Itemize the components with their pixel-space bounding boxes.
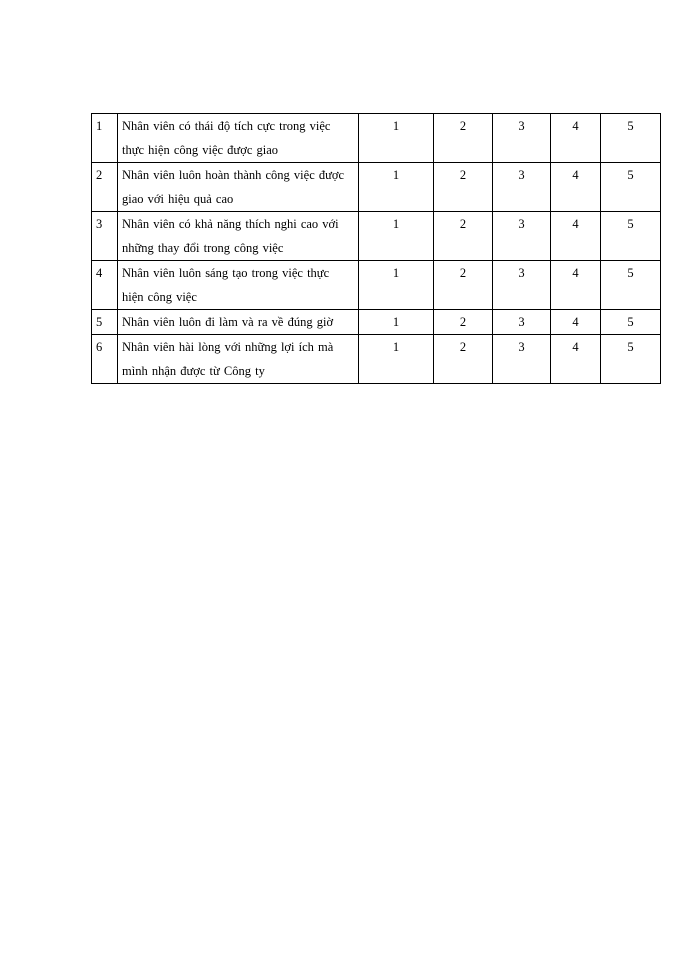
table-row [92, 212, 661, 261]
row-index: 4 [92, 261, 118, 310]
table-row [92, 335, 661, 384]
statement-text: Nhân viên luôn sáng tạo trong việc thực hiện công việc [118, 261, 359, 310]
score-1: 1 [359, 261, 434, 310]
statement-text: Nhân viên hài lòng với những lợi ích mà mình nhận được từ Công ty [118, 335, 359, 384]
score-2: 2 [434, 163, 493, 212]
score-4: 4 [551, 114, 601, 163]
score-2: 2 [434, 335, 493, 384]
row-index: 1 [92, 114, 118, 163]
score-2: 2 [434, 261, 493, 310]
table-row [92, 114, 661, 163]
score-1: 1 [359, 335, 434, 384]
score-3: 3 [493, 212, 551, 261]
score-3: 3 [493, 335, 551, 384]
score-1: 1 [359, 212, 434, 261]
score-3: 3 [493, 114, 551, 163]
statement-text: Nhân viên có thái độ tích cực trong việc thực hiện công việc được giao [118, 114, 359, 163]
row-index: 3 [92, 212, 118, 261]
score-5: 5 [601, 212, 661, 261]
score-5: 5 [601, 310, 661, 335]
score-4: 4 [551, 335, 601, 384]
statement-text: Nhân viên có khả năng thích nghi cao với những thay đổi trong công việc [118, 212, 359, 261]
score-5: 5 [601, 163, 661, 212]
score-4: 4 [551, 261, 601, 310]
score-3: 3 [493, 261, 551, 310]
score-1: 1 [359, 163, 434, 212]
score-3: 3 [493, 163, 551, 212]
row-index: 2 [92, 163, 118, 212]
table-row [92, 310, 661, 335]
score-4: 4 [551, 163, 601, 212]
score-2: 2 [434, 310, 493, 335]
survey-table [91, 113, 661, 384]
score-3: 3 [493, 310, 551, 335]
score-4: 4 [551, 212, 601, 261]
score-1: 1 [359, 114, 434, 163]
score-1: 1 [359, 310, 434, 335]
statement-text: Nhân viên luôn đi làm và ra về đúng giờ [118, 310, 359, 335]
row-index: 6 [92, 335, 118, 384]
statement-text: Nhân viên luôn hoàn thành công việc được giao với hiệu quả cao [118, 163, 359, 212]
score-4: 4 [551, 310, 601, 335]
score-5: 5 [601, 261, 661, 310]
score-5: 5 [601, 114, 661, 163]
table-row [92, 163, 661, 212]
table-row [92, 261, 661, 310]
score-2: 2 [434, 212, 493, 261]
score-5: 5 [601, 335, 661, 384]
score-2: 2 [434, 114, 493, 163]
row-index: 5 [92, 310, 118, 335]
